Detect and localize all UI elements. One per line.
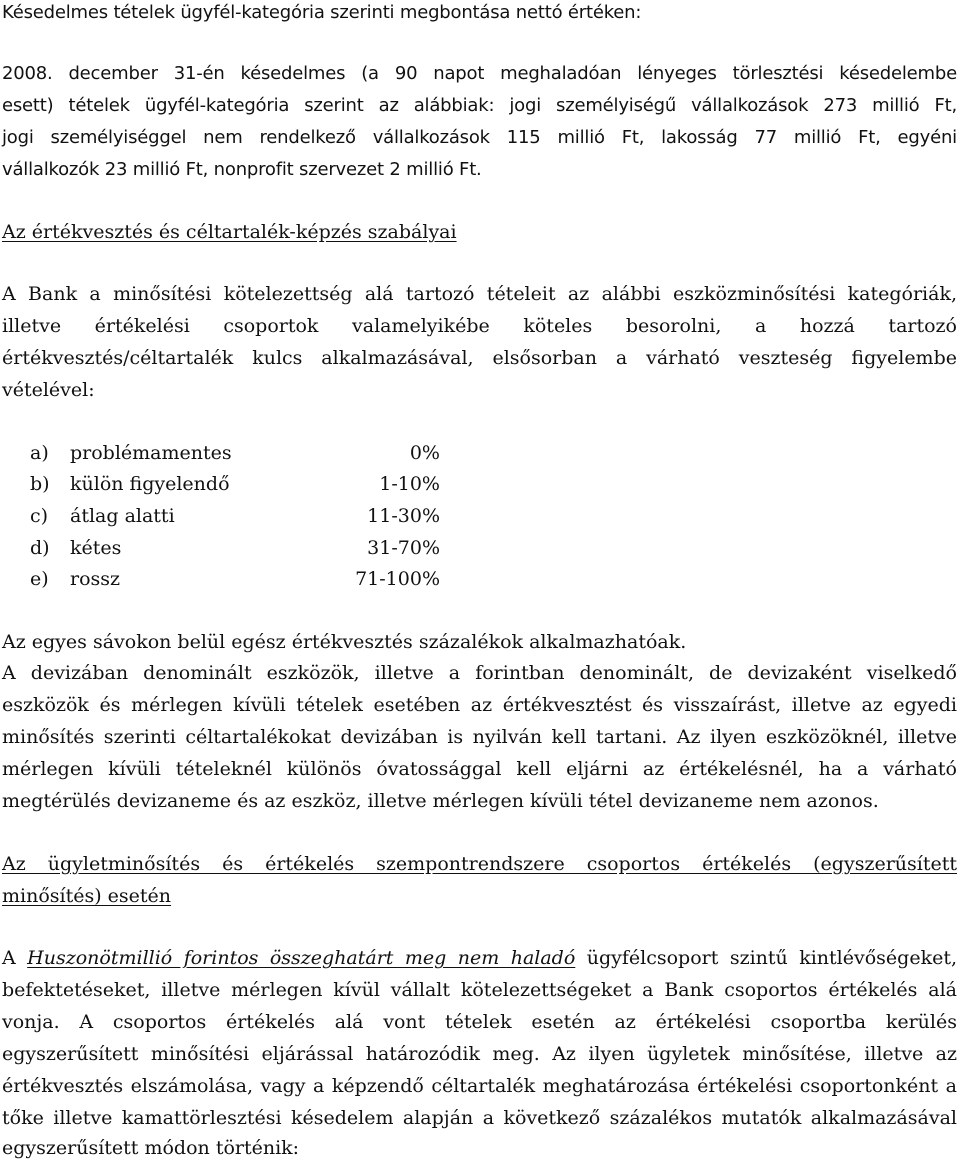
category-letter: a): [30, 442, 49, 464]
list-item: [30, 442, 440, 468]
section1-heading: Az értékvesztés és céltartalék-képzés szabályai: [2, 221, 457, 243]
intro-line-1: 2008. december 31-én késedelmes (a 90 napot meghaladóan lényeges törlesztési késedelembe: [2, 63, 957, 84]
threshold-link[interactable]: Huszonötmillió forintos összeghatárt meg nem haladó: [27, 947, 576, 969]
category-letter: b): [30, 473, 50, 495]
section2-prefix: A: [2, 947, 28, 969]
category-label: kétes: [70, 537, 122, 559]
list-item: [30, 505, 440, 531]
category-percent: 31-70%: [367, 537, 440, 559]
category-label: átlag alatti: [70, 505, 175, 527]
section1-para-line-3: értékvesztés/céltartalék kulcs alkalmazásával, elsősorban a várható veszteség figyelembe: [2, 347, 957, 369]
category-label: külön figyelendő: [70, 473, 230, 495]
section2-heading-line-2: minősítés) esetén: [2, 885, 172, 907]
section1-para-line-2: illetve értékelési csoportok valamelyikébe köteles besorolni, a hozzá tartozó: [2, 315, 957, 337]
section2-para-line-6: tőke illetve kamattörlesztési késedelem alapján a következő százalékos mutatók alkalmazásával: [2, 1107, 957, 1129]
category-label: problémamentes: [70, 442, 232, 464]
category-letter: c): [30, 505, 49, 527]
fx-line-1: A devizában denominált eszközök, illetve a forintban denominált, de devizaként viselkedő: [2, 662, 957, 684]
section2-para-line-1: [2, 947, 957, 969]
section2-heading-line-1: Az ügyletminősítés és értékelés szempontrendszere csoportos értékelés (egyszerűsített: [2, 853, 957, 875]
section2-para-line-7: egyszerűsített módon történik:: [2, 1137, 300, 1159]
intro-line-2: esett) tételek ügyfél-kategória szerint az alábbiak: jogi személyiségű vállalkozások 273 millió Ft,: [2, 95, 957, 116]
intro-line-4: vállalkozók 23 millió Ft, nonprofit szervezet 2 millió Ft.: [2, 159, 482, 180]
list-item: [30, 473, 440, 499]
category-percent: 71-100%: [355, 568, 440, 590]
category-letter: d): [30, 537, 50, 559]
section2-para-line-2: befektetéseket, illetve mérlegen kívül vállalt kötelezettségeket a Bank csoportos értékelés alá: [2, 979, 957, 1001]
fx-line-3: minősítés szerinti céltartalékokat devizában is nyilván kell tartani. Az ilyen eszközöknél, illetve: [2, 726, 957, 748]
fx-line-4: mérlegen kívüli tételeknél különös óvatossággal kell eljárni az értékelésnél, ha a várható: [2, 758, 957, 780]
section1-para-line-1: A Bank a minősítési kötelezettség alá tartozó tételeit az alábbi eszközminősítési kategóriák,: [2, 283, 957, 305]
section2-suffix: ügyfélcsoport szintű kintlévőségeket,: [575, 947, 957, 969]
intro-heading: Késedelmes tételek ügyfél-kategória szerinti megbontása nettó értéken:: [2, 2, 642, 23]
fx-line-2: eszközök és mérlegen kívüli tételek esetében az értékvesztést és visszaírást, illetve az egyedi: [2, 694, 957, 716]
fx-line-5: megtérülés devizaneme és az eszköz, illetve mérlegen kívüli tétel devizaneme nem azonos.: [2, 790, 879, 812]
category-percent: 11-30%: [367, 505, 440, 527]
section1-para-line-4: vételével:: [2, 379, 95, 401]
list-item: [30, 537, 440, 563]
section2-para-line-3: vonja. A csoportos értékelés alá vont tételek esetén az értékelési csoportba kerülés: [2, 1011, 957, 1033]
category-label: rossz: [70, 568, 121, 590]
list-item: [30, 568, 440, 594]
section2-para-line-4: egyszerűsített minősítési eljárással határozódik meg. Az ilyen ügyletek minősítése, illetve az: [2, 1043, 957, 1065]
category-percent: 1-10%: [379, 473, 440, 495]
intro-line-3: jogi személyiséggel nem rendelkező vállalkozások 115 millió Ft, lakosság 77 millió Ft, egyéni: [2, 127, 957, 148]
band-note: Az egyes sávokon belül egész értékvesztés százalékok alkalmazhatóak.: [2, 631, 687, 653]
category-letter: e): [30, 568, 49, 590]
section2-para-line-5: értékvesztés elszámolása, vagy a képzendő céltartalék meghatározása értékelési csoportonként a: [2, 1075, 957, 1097]
category-percent: 0%: [409, 442, 440, 464]
